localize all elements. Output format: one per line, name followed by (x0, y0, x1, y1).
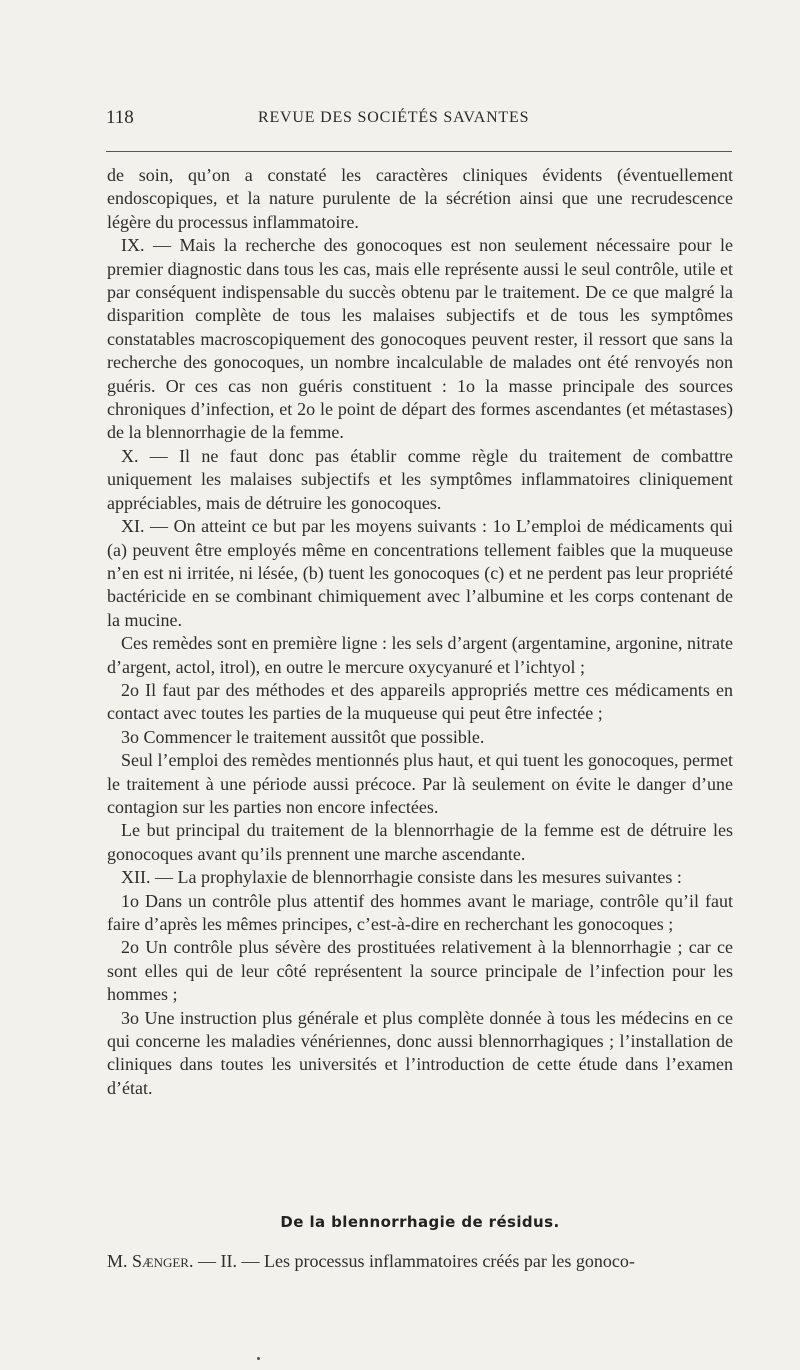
speaker-prefix: M. (107, 1251, 128, 1271)
speaker-name: Sænger. (132, 1251, 194, 1271)
paragraph: XII. — La prophylaxie de blennorrhagie consiste dans les mesures suivantes : (121, 867, 682, 888)
paragraph: de soin, qu’on a constaté les caractères cliniques évidents (éventuellement endoscopiques, et la nature purulente de la sécrétion ainsi que une recrudescence légère du processus inflammatoire. (107, 165, 733, 232)
paragraph: Seul l’emploi des remèdes mentionnés plus haut, et qui tuent les gonocoques, permet le traitement à une période aussi précoce. Par là seulement on évite le danger d’une contagion sur les parties non encore infectées. (107, 750, 733, 817)
paragraph: Ces remèdes sont en première ligne : les sels d’argent (argentamine, argonine, nitrate d’argent, actol, itrol), en outre le mercure oxycyanuré et l’ichtyol ; (107, 633, 733, 677)
page-number: 118 (106, 107, 134, 128)
paragraph: IX. — Mais la recherche des gonocoques est non seulement nécessaire pour le premier diagnostic dans tous les cas, mais elle représente aussi le seul contrôle, utile et par conséquent indispensable du succès obtenu par le traitement. De ce que malgré la disparition complète de tous les malaises subjectifs et de tous les symptômes constatables macroscopiquement des gonocoques peuvent rester, il ressort que sans la recherche des gonocoques, un nombre incalculable de malades ont été renvoyés non guéris. Or ces cas non guéris constituent : 1o la masse principale des sources chroniques d’infection, et 2o le point de départ des formes ascendantes (et métastases) de la blennorrhagie de la femme. (107, 235, 733, 443)
running-title: REVUE DES SOCIÉTÉS SAVANTES (258, 109, 530, 126)
body-text (107, 164, 733, 1100)
paragraph: 2o Il faut par des méthodes et des appareils appropriés mettre ces médicaments en contact avec toutes les parties de la muqueuse qui peut être infectée ; (107, 679, 733, 724)
paper-speck (257, 1357, 260, 1360)
closing-text: — II. — Les processus inflammatoires créés par les gonoco- (197, 1251, 635, 1271)
paragraph: XI. — On atteint ce but par les moyens suivants : 1o L’emploi de médicaments qui (a) peuvent être employés même en concentrations tellement faibles que la muqueuse n’en est ni irritée, ni lésée, (b) tuent les gonocoques (c) et ne perdent pas leur propriété bactéricide en se combinant chimiquement avec l’albumine et les corps contenant de la mucine. (107, 516, 733, 630)
paragraph: 3o Commencer le traitement aussitôt que possible. (121, 726, 485, 747)
closing-line (107, 1250, 733, 1273)
header-rule (106, 151, 732, 152)
page-header (106, 107, 732, 133)
section-heading: De la blennorrhagie de résidus. (280, 1213, 560, 1231)
paragraph: 2o Un contrôle plus sévère des prostituées relativement à la blennorrhagie ; car ce sont elles qui de leur côté représentent la source principale de l’infection pour les hommes ; (107, 937, 733, 1005)
paragraph: X. — Il ne faut donc pas établir comme règle du traitement de combattre uniquement les malaises subjectifs et les symptômes inflammatoires cliniquement appréciables, mais de détruire les gonocoques. (107, 445, 733, 513)
paragraph: 3o Une instruction plus générale et plus complète donnée à tous les médecins en ce qui concerne les maladies vénériennes, donc aussi blennorrhagiques ; l’installation de cliniques dans toutes les universités et l’introduction de cette étude dans l’examen d’état. (107, 1007, 733, 1098)
paragraph: Le but principal du traitement de la blennorrhagie de la femme est de détruire les gonocoques avant qu’ils prennent une marche ascendante. (107, 820, 733, 864)
paragraph: 1o Dans un contrôle plus attentif des hommes avant le mariage, contrôle qu’il faut faire d’après les mêmes principes, c’est-à-dire en recherchant les gonocoques ; (107, 890, 733, 934)
